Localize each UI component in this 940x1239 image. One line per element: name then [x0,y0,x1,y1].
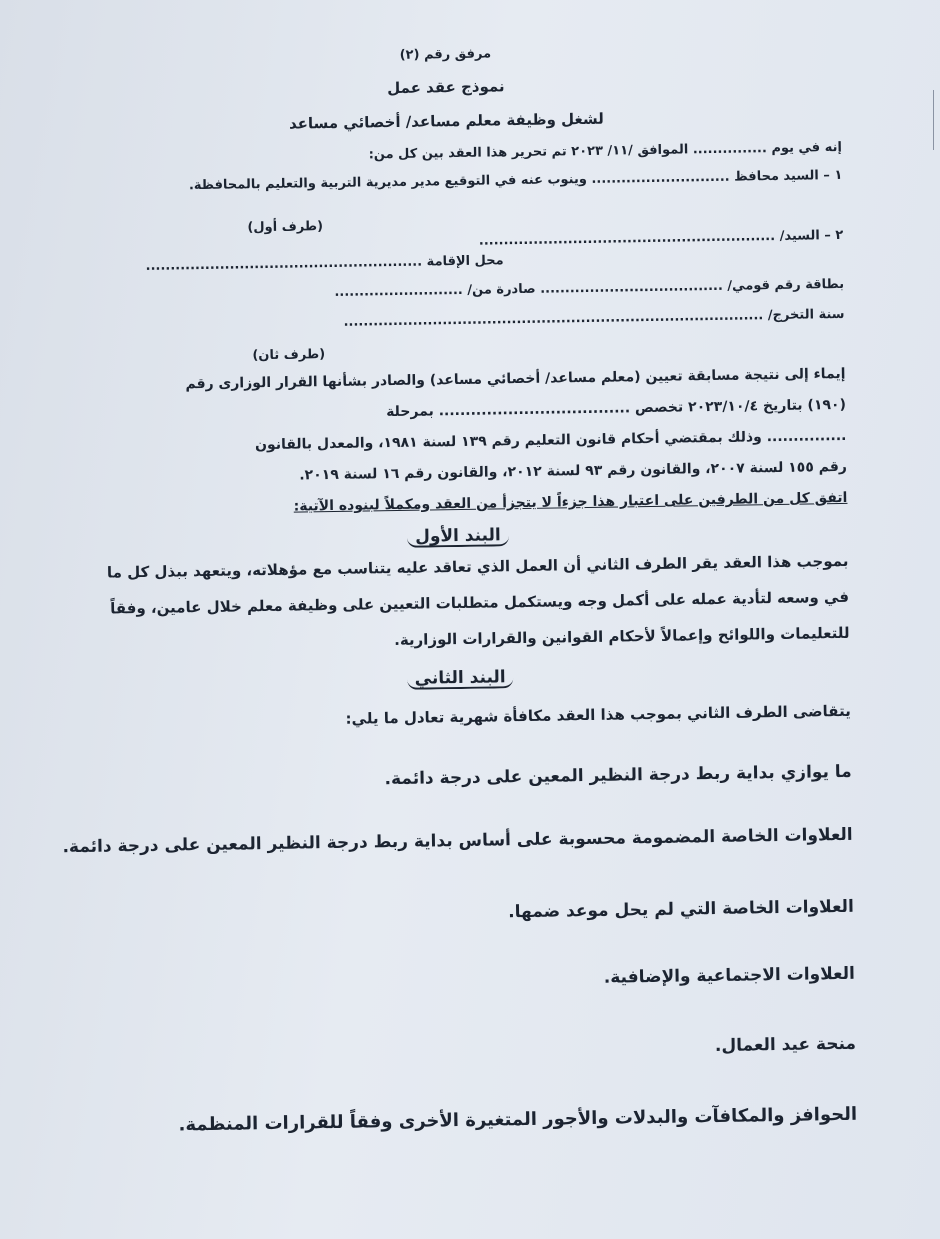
salary-item-3: العلاوات الخاصة التي لم يحل موعد ضمها. [508,896,854,923]
first-party-line: ١ – السيد محافظ ............................ وينوب عنه في التوقيع مدير مديرية التربية والتعليم بالمحافظة. [188,167,843,194]
second-party-name: ٢ – السيد/ ............................................................ [478,227,844,249]
preamble-line-4: رقم ١٥٥ لسنة ٢٠٠٧، والقانون رقم ٩٣ لسنة ٢٠١٢، والقانون رقم ١٦ لسنة ٢٠١٩. [299,458,848,484]
graduation-year-field: سنة التخرج/ ..................................................................................... [343,306,845,330]
salary-item-4: العلاوات الاجتماعية والإضافية. [603,963,856,988]
clause-1-heading: البند الأول [407,527,509,548]
clause-1-heading-wrap [68,522,848,553]
clause-1-line-3: للتعليمات واللوائح وإعمالاً لأحكام القوانين والقرارات الوزارية. [394,623,850,650]
contract-subtitle: لشغل وظيفة معلم مساعد/ أخصائي مساعد [288,109,604,133]
salary-item-1: ما يوازي بداية ربط درجة النظير المعين على درجة دائمة. [384,761,852,790]
clause-1-line-1: بموجب هذا العقد يقر الطرف الثاني أن العمل الذي تعاقد عليه يتناسب مع مؤهلاته، ويتعهد ببذل كل ما [106,551,849,582]
first-party-label: (طرف أول) [247,219,324,236]
clause-2-intro: يتقاضى الطرف الثاني بموجب هذا العقد مكافأة شهرية تعادل ما يلي: [345,701,851,728]
second-party-label: (طرف ثان) [252,347,326,364]
contract-sheet [62,24,859,1236]
salary-item-2: العلاوات الخاصة المضمومة محسوبة على أساس بداية ربط درجة النظير المعين على درجة دائمة. [62,824,853,858]
clause-1-line-2: في وسعه لتأدية عمله على أكمل وجه ويستكمل متطلبات التعيين على وظيفة معلم خلال عامين، وفقاً [109,587,850,618]
residence-field: محل الإقامة ........................................................ [145,253,504,274]
contract-title: نموذج عقد عمل [387,77,505,98]
attachment-number: مرفق رقم (٢) [399,46,492,63]
salary-item-5: منحة عيد العمال. [714,1033,857,1057]
clause-2-heading-wrap [70,664,850,695]
salary-item-6: الحوافز والمكافآت والبدلات والأجور المتغيرة الأخرى وفقاً للقرارات المنظمة. [178,1103,858,1136]
clause-2-heading: البند الثاني [407,669,514,690]
agreement-statement: اتفق كل من الطرفين على اعتبار هذا جزءاً لا يتجزأ من العقد ومكملاً لبنوده الآتية: [293,489,848,515]
preamble-line-3: ............... وذلك بمقتضي أحكام قانون التعليم رقم ١٣٩ لسنة ١٩٨١، والمعدل بالقانون [254,427,847,454]
page-edge [923,90,934,150]
preamble-line-2: (١٩٠) بتاريخ ٢٠٢٣/١٠/٤ تخصص .................................... بمرحلة [386,396,847,421]
preamble-line-1: إيماء إلى نتيجة مسابقة تعيين (معلم مساعد/ أخصائي مساعد) والصادر بشأنها القرار الوزارى رقم [185,365,846,393]
national-id-field: بطاقة رقم قومي/ ..................................... صادرة من/ .......................... [334,276,845,300]
intro-date-line: إنه في يوم ............... الموافق /١١/ ٢٠٢٣ تم تحرير هذا العقد بين كل من: [368,139,843,163]
